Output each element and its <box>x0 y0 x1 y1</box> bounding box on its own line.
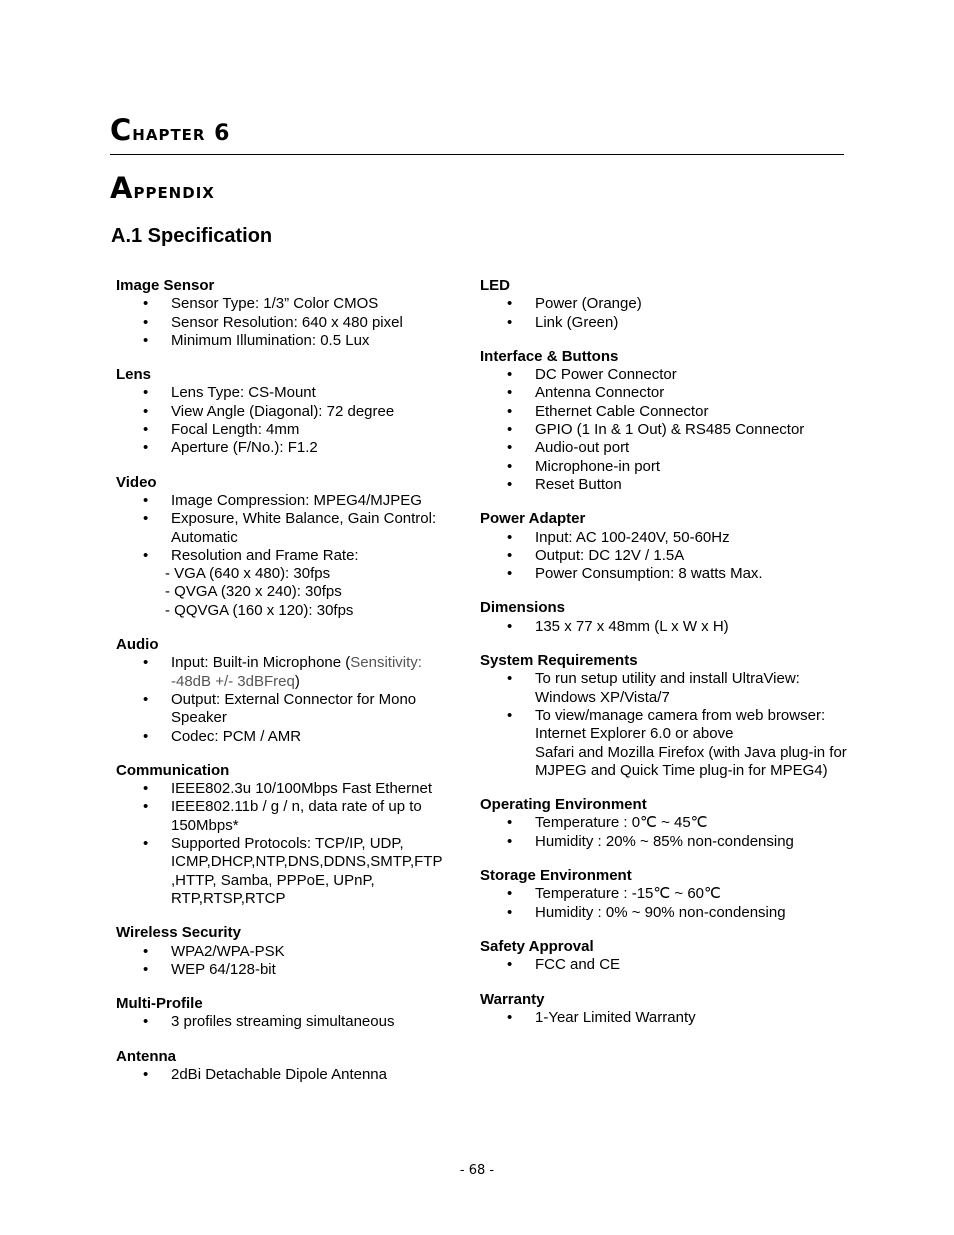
spec-group-title: System Requirements <box>480 652 638 670</box>
bullet-icon: • <box>143 1065 149 1083</box>
spec-group-warranty <box>480 991 850 1028</box>
spec-item <box>116 547 466 565</box>
page-number: - 68 - <box>459 1163 495 1178</box>
spec-item-text: Sensor Type: 1/3” Color CMOS <box>171 295 379 313</box>
bullet-icon: • <box>143 942 149 960</box>
spec-item-text: Audio-out port <box>535 439 630 457</box>
bullet-icon: • <box>507 295 513 313</box>
spec-item <box>480 458 850 476</box>
bullet-icon: • <box>507 617 513 635</box>
bullet-icon: • <box>507 402 513 420</box>
spec-list <box>480 814 850 851</box>
spec-list <box>480 885 850 922</box>
spec-item <box>480 885 850 903</box>
spec-list <box>116 654 466 745</box>
bullet-icon: • <box>143 439 149 457</box>
spec-item-text: 2dBi Detachable Dipole Antenna <box>171 1065 387 1083</box>
spec-group-safety-approval <box>480 938 850 975</box>
bullet-icon: • <box>143 780 149 798</box>
spec-group-title: Warranty <box>480 990 545 1008</box>
bullet-icon: • <box>507 528 513 546</box>
spec-item <box>480 366 850 384</box>
bullet-icon: • <box>507 670 513 688</box>
spec-item <box>116 691 466 728</box>
bullet-icon: • <box>507 832 513 850</box>
spec-item <box>480 384 850 402</box>
spec-group-title: Operating Environment <box>480 796 647 814</box>
bullet-icon: • <box>507 706 513 724</box>
spec-item <box>480 529 850 547</box>
spec-item-text: Ethernet Cable Connector <box>535 402 709 420</box>
spec-item <box>480 618 850 636</box>
spec-item <box>116 943 466 961</box>
spec-item <box>116 961 466 979</box>
spec-list <box>116 1066 466 1084</box>
spec-item <box>116 492 466 510</box>
spec-list <box>116 384 466 457</box>
bullet-icon: • <box>143 960 149 978</box>
spec-group-audio <box>116 636 466 746</box>
spec-item <box>480 670 850 707</box>
spec-item-text: GPIO (1 In & 1 Out) & RS485 Connector <box>535 421 805 439</box>
spec-group-video <box>116 474 466 620</box>
spec-item <box>480 421 850 439</box>
spec-item-text: Sensor Resolution: 640 x 480 pixel <box>171 313 403 331</box>
bullet-icon: • <box>143 331 149 349</box>
spec-list <box>116 1013 466 1031</box>
spec-item-text: Humidity : 0% ~ 90% non-condensing <box>535 903 786 921</box>
spec-list <box>480 529 850 584</box>
spec-group-antenna <box>116 1048 466 1085</box>
spec-group-power-adapter <box>480 510 850 583</box>
spec-item-text: Antenna Connector <box>535 384 665 402</box>
appendix-heading-rest: ppendix <box>133 179 215 204</box>
spec-group-title: Image Sensor <box>116 277 215 294</box>
spec-item <box>480 904 850 922</box>
spec-item-text: Link (Green) <box>535 313 619 331</box>
spec-group-dimensions <box>480 599 850 636</box>
spec-group-title: Interface & Buttons <box>480 347 619 365</box>
spec-group-led <box>480 277 850 332</box>
section-title: A.1 Specification <box>111 225 273 247</box>
spec-item-text: IEEE802.3u 10/100Mbps Fast Ethernet <box>171 780 432 798</box>
spec-subitem: - VGA (640 x 480): 30fps <box>165 565 331 583</box>
spec-subitem: - QQVGA (160 x 120): 30fps <box>165 601 354 619</box>
spec-group-storage-environment <box>480 867 850 922</box>
spec-list <box>116 943 466 980</box>
spec-item-text: Aperture (F/No.): F1.2 <box>171 439 318 457</box>
spec-item <box>116 421 466 439</box>
bullet-icon: • <box>507 457 513 475</box>
bullet-icon: • <box>507 903 513 921</box>
spec-item <box>116 835 466 908</box>
spec-item-text: Codec: PCM / AMR <box>171 727 302 745</box>
bullet-icon: • <box>143 654 149 672</box>
spec-item-detail: Sensitivity: -48dB +/- 3dBFreq <box>171 654 422 690</box>
spec-item-text: Reset Button <box>535 475 622 493</box>
spec-group-system-requirements <box>480 652 850 780</box>
spec-item-text: Temperature : -15℃ ~ 60℃ <box>535 885 721 903</box>
bullet-icon: • <box>507 1008 513 1026</box>
chapter-heading <box>110 112 844 155</box>
spec-item <box>116 1066 466 1084</box>
bullet-icon: • <box>143 313 149 331</box>
spec-group-image-sensor <box>116 277 466 350</box>
spec-group-wireless-security <box>116 924 466 979</box>
spec-group-operating-environment <box>480 796 850 851</box>
spec-group-lens <box>116 366 466 457</box>
spec-item-text: Humidity : 20% ~ 85% non-condensing <box>535 832 794 850</box>
spec-item-text: Supported Protocols: TCP/IP, UDP, ICMP,DHCP,NTP,DNS,DDNS,SMTP,FTP ,HTTP, Samba, PPPoE, UPnP, RTP,RTSP,RTCP <box>171 835 443 907</box>
spec-group-multi-profile <box>116 995 466 1032</box>
spec-group-title: Antenna <box>116 1047 176 1065</box>
bullet-icon: • <box>507 546 513 564</box>
spec-item-text: Image Compression: MPEG4/MJPEG <box>171 491 422 509</box>
spec-subitem: - QVGA (320 x 240): 30fps <box>165 583 342 601</box>
bullet-icon: • <box>143 546 149 564</box>
spec-item-text: 3 profiles streaming simultaneous <box>171 1013 395 1031</box>
spec-item <box>480 1009 850 1027</box>
spec-list <box>116 295 466 350</box>
spec-item <box>116 295 466 313</box>
appendix-heading-initial: A <box>110 171 134 205</box>
bullet-icon: • <box>143 402 149 420</box>
spec-item <box>480 314 850 332</box>
bullet-icon: • <box>507 384 513 402</box>
spec-list <box>480 670 850 780</box>
spec-item <box>480 814 850 832</box>
spec-item-text: Microphone-in port <box>535 457 661 475</box>
bullet-icon: • <box>143 510 149 528</box>
spec-item <box>116 1013 466 1031</box>
spec-item-text: Output: External Connector for Mono Speaker <box>171 690 417 727</box>
spec-group-title: Power Adapter <box>480 510 586 528</box>
spec-item-text: 135 x 77 x 48mm (L x W x H) <box>535 617 729 635</box>
spec-item <box>116 798 466 835</box>
spec-group-communication <box>116 762 466 908</box>
spec-item <box>116 332 466 350</box>
spec-item <box>480 707 850 780</box>
bullet-icon: • <box>143 384 149 402</box>
spec-item <box>116 384 466 402</box>
spec-group-title: Safety Approval <box>480 937 594 955</box>
spec-item-text: FCC and CE <box>535 956 621 974</box>
spec-item <box>480 403 850 421</box>
spec-item <box>480 439 850 457</box>
spec-item <box>116 510 466 547</box>
spec-item-text: Temperature : 0℃ ~ 45℃ <box>535 814 708 832</box>
bullet-icon: • <box>507 475 513 493</box>
bullet-icon: • <box>507 366 513 384</box>
spec-item <box>116 728 466 746</box>
bullet-icon: • <box>507 885 513 903</box>
spec-item-text: IEEE802.11b / g / n, data rate of up to 150Mbps* <box>171 798 422 834</box>
spec-group-title: Audio <box>116 636 159 654</box>
spec-group-title: Lens <box>116 366 152 384</box>
spec-item-suffix: ) <box>294 672 300 690</box>
spec-column-right <box>480 277 850 1043</box>
spec-group-interface-buttons <box>480 348 850 494</box>
spec-item-text: To run setup utility and install UltraView: Windows XP/Vista/7 <box>535 670 800 706</box>
bullet-icon: • <box>143 421 149 439</box>
spec-item <box>116 780 466 798</box>
spec-list <box>480 618 850 636</box>
bullet-icon: • <box>143 835 149 853</box>
spec-list <box>480 366 850 494</box>
spec-item <box>116 654 466 691</box>
spec-item-text: To view/manage camera from web browser: Internet Explorer 6.0 or above <box>535 706 826 743</box>
spec-item-text: DC Power Connector <box>535 366 677 384</box>
spec-item-text: Lens Type: CS-Mount <box>171 384 316 402</box>
bullet-icon: • <box>143 798 149 816</box>
spec-item-text: Exposure, White Balance, Gain Control: Automatic <box>171 510 437 546</box>
spec-item-text: Input: Built-in Microphone ( <box>171 654 351 672</box>
bullet-icon: • <box>143 491 149 509</box>
spec-list <box>480 295 850 332</box>
spec-item <box>480 956 850 974</box>
spec-item-text: Power Consumption: 8 watts Max. <box>535 565 763 583</box>
spec-list <box>480 956 850 974</box>
spec-item <box>480 547 850 565</box>
spec-item <box>480 476 850 494</box>
spec-item <box>480 295 850 313</box>
spec-item-text: Output: DC 12V / 1.5A <box>535 546 685 564</box>
spec-item <box>116 403 466 421</box>
spec-item <box>116 439 466 457</box>
spec-list <box>116 780 466 908</box>
spec-item-extra: Safari and Mozilla Firefox (with Java plug-in for MJPEG and Quick Time plug-in for MPEG4) <box>535 743 847 779</box>
spec-item <box>480 565 850 583</box>
bullet-icon: • <box>507 439 513 457</box>
spec-group-title: Multi-Profile <box>116 995 203 1013</box>
spec-group-title: Dimensions <box>480 599 566 617</box>
spec-item-text: View Angle (Diagonal): 72 degree <box>171 402 395 420</box>
spec-list <box>116 492 466 565</box>
spec-item-text: WPA2/WPA-PSK <box>171 942 285 960</box>
spec-item-text: WEP 64/128-bit <box>171 960 276 978</box>
spec-list <box>480 1009 850 1027</box>
spec-item-text: 1-Year Limited Warranty <box>535 1008 696 1026</box>
chapter-heading-rest: hapter 6 <box>132 121 231 146</box>
spec-group-title: Video <box>116 473 157 491</box>
spec-column-left <box>116 277 466 1100</box>
spec-group-title: Storage Environment <box>480 867 632 885</box>
appendix-heading <box>110 170 215 210</box>
chapter-heading-initial: C <box>110 113 133 147</box>
spec-item <box>480 833 850 851</box>
spec-item-text: Resolution and Frame Rate: <box>171 546 359 564</box>
bullet-icon: • <box>143 295 149 313</box>
spec-item-text: Input: AC 100-240V, 50-60Hz <box>535 528 730 546</box>
bullet-icon: • <box>143 1013 149 1031</box>
spec-group-title: LED <box>480 277 510 294</box>
spec-item-text: Power (Orange) <box>535 295 642 313</box>
spec-item-text: Focal Length: 4mm <box>171 421 300 439</box>
bullet-icon: • <box>143 690 149 708</box>
bullet-icon: • <box>143 727 149 745</box>
bullet-icon: • <box>507 565 513 583</box>
bullet-icon: • <box>507 814 513 832</box>
bullet-icon: • <box>507 421 513 439</box>
spec-group-title: Wireless Security <box>116 924 241 942</box>
bullet-icon: • <box>507 313 513 331</box>
spec-item <box>116 314 466 332</box>
spec-group-title: Communication <box>116 761 230 779</box>
bullet-icon: • <box>507 956 513 974</box>
spec-item-text: Minimum Illumination: 0.5 Lux <box>171 331 370 349</box>
